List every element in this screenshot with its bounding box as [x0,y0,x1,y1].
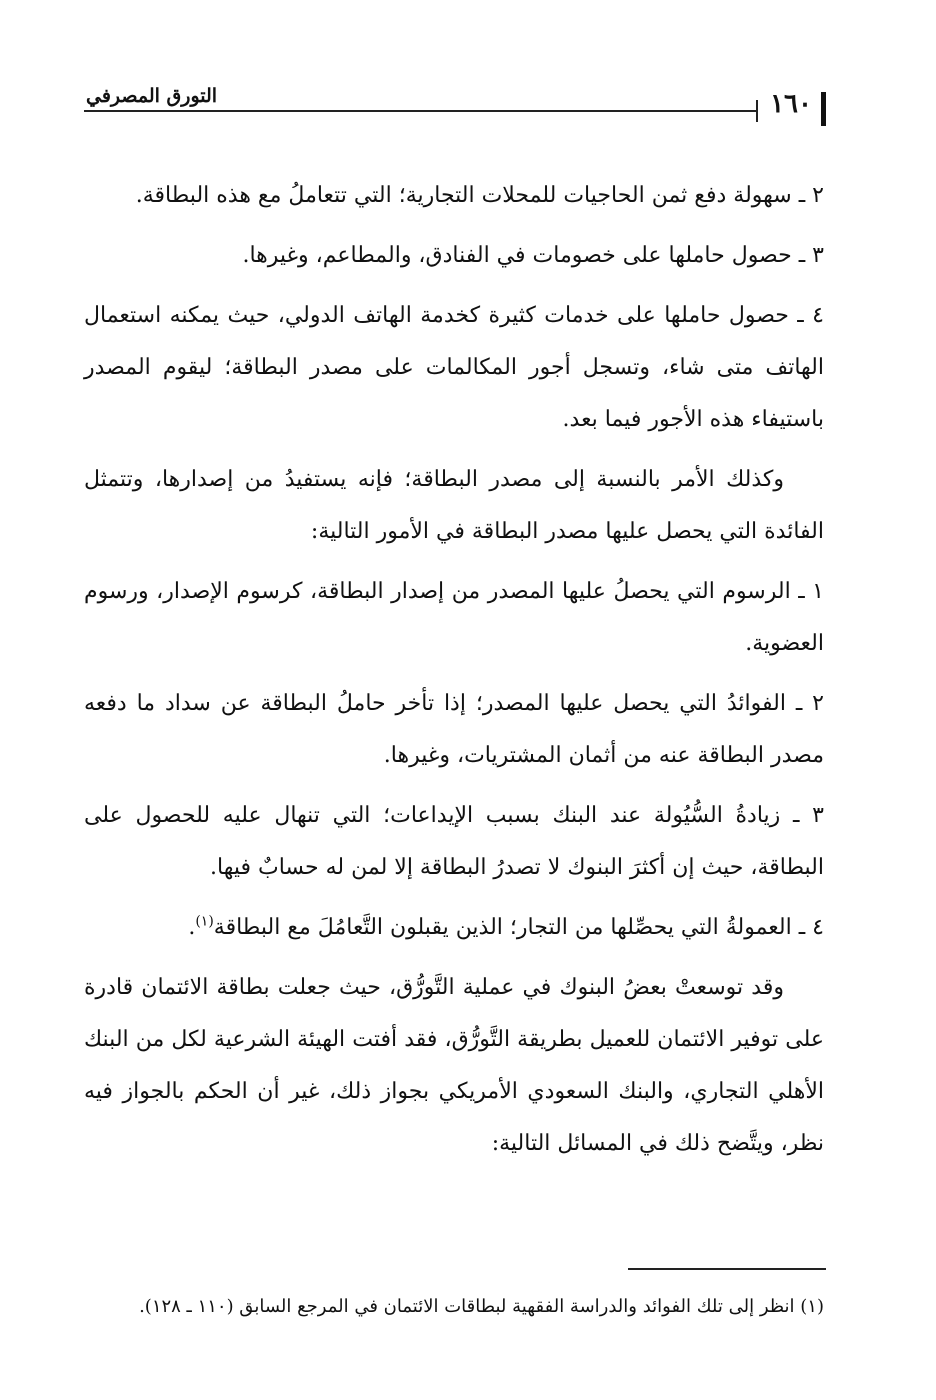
paragraph-issuer-item-2: ٢ ـ الفوائدُ التي يحصل عليها المصدر؛ إذا تأخر حاملُ البطاقة عن سداد ما دفعه مصدر البطاقة عنه من أثمان المشتريات، وغيرها. [84,691,824,768]
footnote-separator [628,1268,826,1270]
paragraph-item-2: ٢ ـ سهولة دفع ثمن الحاجيات للمحلات التجارية؛ التي تتعاملُ مع هذه البطاقة. [135,183,824,208]
paragraph-item-4: ٤ ـ حصول حاملها على خدمات كثيرة كخدمة الهاتف الدولي، حيث يمكنه استعمال الهاتف متى شاء، وتسجل أجور المكالمات على مصدر البطاقة؛ ليقوم المصدر باستيفاء هذه الأجور فيما بعد. [84,303,824,432]
footnote: (١) انظر إلى تلك الفوائد والدراسة الفقهية لبطاقات الائتمان في المرجع السابق (١١٠ ـ ١٢٨). [139,1296,824,1317]
paragraph-issuer-item-3: ٣ ـ زيادةُ السُّيُولة عند البنك بسبب الإيداعات؛ التي تنهال عليه للحصول على البطاقة، حيث إن أكثرَ البنوك لا تصدرُ البطاقة إلا لمن له حسابٌ فيها. [84,803,824,880]
header-bar [821,92,826,126]
paragraph-issuer-item-4-text: ٤ ـ العمولةُ التي يحصِّلها من التجار؛ الذين يقبلون التَّعامُلَ مع البطاقة [213,915,824,940]
running-title: التورق المصرفي [86,85,218,107]
header-rule [84,110,758,112]
paragraph-issuer-item-1: ١ ـ الرسوم التي يحصلُ عليها المصدر من إصدار البطاقة، كرسوم الإصدار، ورسوم العضوية. [84,579,824,656]
running-header [84,80,828,124]
page-number: ١٦٠ [770,89,812,119]
body-text [84,170,824,1178]
paragraph-item-3: ٣ ـ حصول حاملها على خصومات في الفنادق، والمطاعم، وغيرها. [242,243,824,268]
paragraph-tawarruq: وقد توسعتْ بعضُ البنوك في عملية التَّورُّق، حيث جعلت بطاقة الائتمان قادرة على توفير الائتمان للعميل بطريقة التَّورُّق، فقد أفتت الهيئة الشرعية لكل من البنك الأهلي التجاري، والبنك السعودي الأمريكي بجواز ذلك، غير أن الحكم بالجواز فيه نظر، ويتَّضح ذلك في المسائل التالية: [84,975,824,1156]
footnote-marker: (١) [195,913,214,930]
paragraph-issuer-item-4-end: . [188,915,196,940]
paragraph-issuer-item-4 [84,902,824,954]
paragraph-issuer-benefits: وكذلك الأمر بالنسبة إلى مصدر البطاقة؛ فإنه يستفيدُ من إصدارها، وتتمثل الفائدة التي يحصل عليها مصدر البطاقة في الأمور التالية: [84,467,824,544]
